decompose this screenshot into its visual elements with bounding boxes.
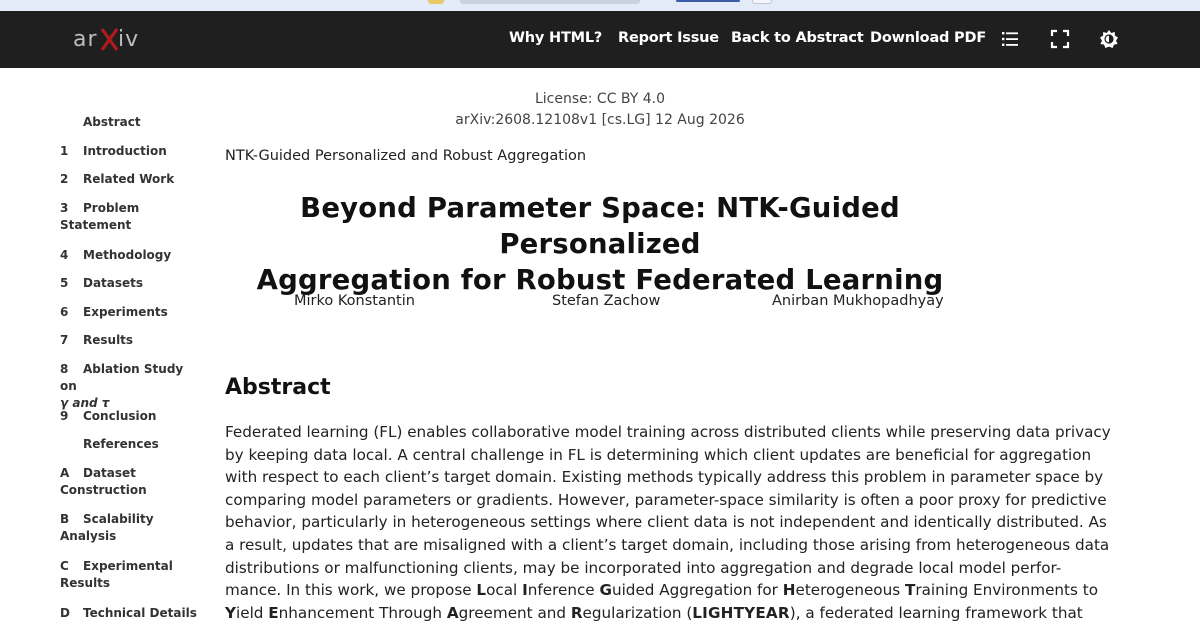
toc-label[interactable]: Experimental: [83, 559, 173, 573]
toc-number: C: [60, 559, 69, 573]
toc-label[interactable]: Related Work: [83, 172, 175, 186]
acronym-letter: I: [522, 581, 528, 600]
author-name: Stefan Zachow: [552, 293, 661, 309]
toc-item-methodology[interactable]: [60, 247, 200, 264]
acronym-word: greement and: [458, 603, 571, 622]
abstract-line-acronym: [225, 579, 1099, 602]
acronym-letter: H: [782, 581, 796, 600]
acronym-word: uided Aggregation for: [611, 581, 783, 600]
toc-label-continuation[interactable]: Analysis: [60, 529, 117, 543]
toc-number: A: [60, 466, 70, 480]
title-line-2: Aggregation for Robust Federated Learning: [256, 264, 944, 296]
author-name: Anirban Mukhopadhyay: [772, 293, 944, 309]
toc-label-continuation[interactable]: Statement: [60, 218, 132, 232]
toc-label[interactable]: Dataset: [83, 466, 136, 480]
toc-item-experimental-results[interactable]: [60, 558, 200, 592]
notice-text-fragment: [460, 0, 640, 4]
acronym-letter: Y: [225, 603, 236, 622]
author-name: Mirko Konstantin: [294, 293, 415, 309]
abstract-line-acronym: [225, 602, 1083, 625]
abstract-line: with respect to each client’s target domain. Existing methods typically address this problem in parameter space by: [225, 468, 1104, 487]
toc-item-dataset-construction[interactable]: [60, 465, 200, 499]
toc-number: 8: [60, 362, 69, 376]
toc-label[interactable]: Conclusion: [83, 409, 157, 423]
toc-label[interactable]: Technical Details: [83, 606, 197, 620]
toc-item-scalability-analysis[interactable]: [60, 511, 200, 545]
acronym-word: ocal: [486, 581, 523, 600]
acronym-letter: E: [268, 603, 279, 622]
toc-item-abstract[interactable]: [60, 114, 200, 131]
toc-number: B: [60, 512, 70, 526]
license-line: License: CC BY 4.0: [534, 91, 666, 107]
fullscreen-icon[interactable]: [1049, 28, 1071, 50]
toc-number: 6: [60, 305, 69, 319]
abstract-text: [225, 421, 1111, 624]
abstract-line: distributions or malfunctioning clients, may be incorporated into aggregation and degrade local model perfor-: [225, 558, 1062, 577]
acronym-word: egularization (: [582, 603, 693, 622]
acronym-word: raining Environments to: [915, 581, 1099, 600]
acronym-word: nference: [527, 581, 600, 600]
toc-item-introduction[interactable]: [60, 143, 200, 160]
why-html-link[interactable]: Why HTML?: [509, 30, 603, 46]
toc-item-technical-details[interactable]: [60, 605, 200, 622]
notice-banner: [0, 0, 1200, 11]
toc-item-results[interactable]: [60, 332, 200, 349]
toc-number: 3: [60, 201, 69, 215]
toc-number: D: [60, 606, 70, 620]
svg-text:iv: iv: [118, 27, 140, 52]
acronym-letter: R: [570, 603, 583, 622]
abstract-line: Federated learning (FL) enables collaborative model training across distributed clients while preserving data privacy: [225, 423, 1111, 441]
acronym-word: ield: [236, 603, 269, 622]
notice-emoji: [428, 0, 444, 4]
toc-label[interactable]: Datasets: [83, 276, 144, 290]
toc-label[interactable]: Problem: [83, 201, 140, 215]
toc-list-icon[interactable]: [999, 28, 1021, 50]
toc-item-experiments[interactable]: [60, 304, 200, 321]
toc-label[interactable]: Introduction: [83, 144, 167, 158]
title-line-1: Beyond Parameter Space: NTK-Guided Personalized: [300, 192, 900, 260]
abstract-line: by keeping data local. A central challenge in FL is determining which client updates are beneficial for aggregation: [225, 445, 1092, 464]
toc-label[interactable]: Ablation Study on: [60, 362, 184, 393]
abstract-line-end: ), a federated learning framework that: [789, 603, 1083, 622]
acronym-word: nhancement Through: [278, 603, 447, 622]
acronym-letter: A: [446, 603, 459, 622]
method-name: LIGHTYEAR: [692, 603, 790, 622]
notice-link[interactable]: [676, 0, 740, 2]
toc-number: 2: [60, 172, 69, 186]
toc-item-ablation-study[interactable]: [60, 361, 200, 412]
paper-title: [225, 190, 975, 298]
toc-label-continuation[interactable]: γ and τ: [60, 396, 110, 410]
svg-text:ar: ar: [73, 27, 98, 52]
running-head: NTK-Guided Personalized and Robust Aggregation: [225, 148, 587, 164]
toc-label-continuation[interactable]: Construction: [60, 483, 147, 497]
abstract-line: a result, updates that are misaligned with a client’s target domain, including those arising from heterogeneous data: [225, 535, 1110, 554]
acronym-letter: T: [904, 581, 916, 600]
abstract-line: behavior, particularly in heterogeneous settings where client data is not independent and identically distributed. As: [225, 513, 1107, 532]
abstract-line-start: mance. In this work, we propose: [225, 581, 477, 600]
toc-item-related-work[interactable]: [60, 171, 200, 188]
toc-label[interactable]: References: [83, 437, 159, 451]
download-pdf-link[interactable]: Download PDF: [870, 30, 987, 46]
arxiv-logo[interactable]: [73, 23, 143, 55]
toc-label-continuation[interactable]: Results: [60, 576, 111, 590]
toc-number: 4: [60, 248, 69, 262]
toc-item-problem-statement[interactable]: [60, 200, 200, 234]
notice-close-button[interactable]: [752, 0, 772, 4]
arxiv-identifier: arXiv:2608.12108v1 [cs.LG] 12 Aug 2026: [455, 112, 745, 128]
abstract-line: comparing model parameters or gradients. However, parameter-space similarity is often a poor proxy for predictive: [225, 490, 1107, 509]
acronym-letter: L: [476, 581, 487, 600]
toc-item-conclusion[interactable]: [60, 408, 200, 425]
toc-item-datasets[interactable]: [60, 275, 200, 292]
toc-number: 1: [60, 144, 69, 158]
toc-label[interactable]: Methodology: [83, 248, 172, 262]
toc-label[interactable]: Scalability: [83, 512, 154, 526]
acronym-letter: G: [599, 581, 612, 600]
toc-label[interactable]: Abstract: [83, 115, 141, 129]
toc-item-references[interactable]: [60, 436, 200, 453]
toc-label[interactable]: Experiments: [83, 305, 168, 319]
report-issue-link[interactable]: Report Issue: [618, 30, 719, 46]
toc-label[interactable]: Results: [83, 333, 134, 347]
abstract-heading: Abstract: [225, 375, 331, 400]
back-to-abstract-link[interactable]: Back to Abstract: [731, 30, 864, 46]
toc-number: 5: [60, 276, 69, 290]
theme-toggle-icon[interactable]: [1098, 28, 1120, 50]
top-navigation-bar: [0, 11, 1200, 68]
toc-number: 9: [60, 409, 69, 423]
acronym-word: eterogeneous: [795, 581, 905, 600]
toc-number: 7: [60, 333, 69, 347]
